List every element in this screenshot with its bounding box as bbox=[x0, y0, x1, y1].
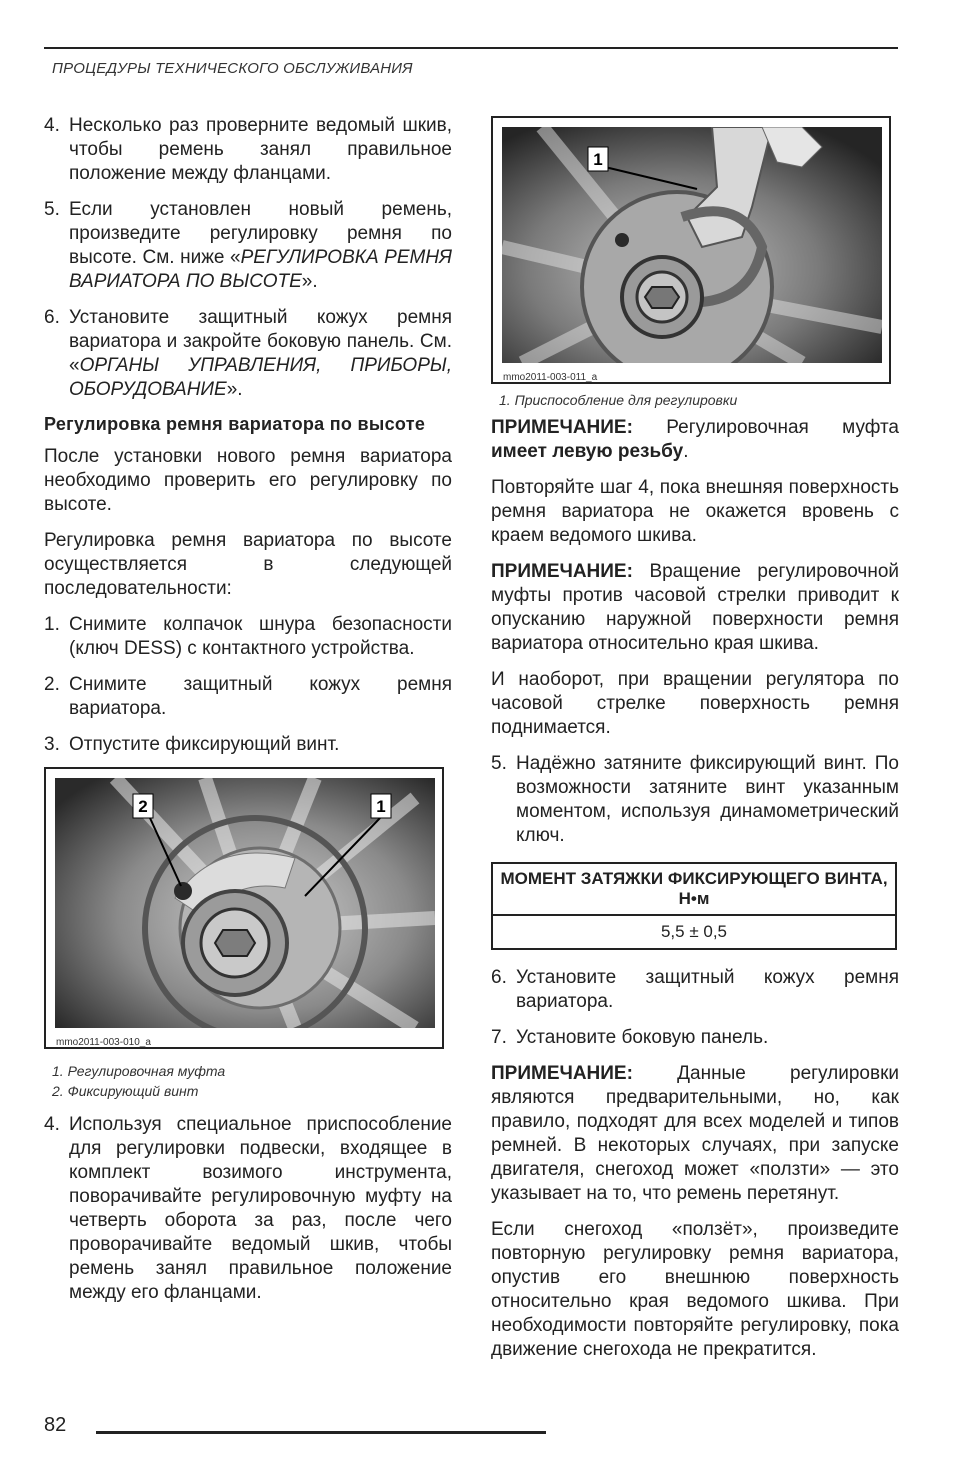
list-item: 4. Используя специальное приспособление для регулировки подвески, входящее в комплект возимого инструмента, поворачивайте регулировочную муфту на четверть оборота за раз, после чего проворачивайте ведомый шкив, чтобы ремень занял правильное положение между его фланцами. bbox=[44, 1114, 452, 1303]
callout-2: 2 bbox=[138, 797, 148, 816]
list-item: 7. Установите боковую панель. bbox=[491, 1027, 769, 1048]
list-item: 5. Если установлен новый ремень, произведите регулировку ремня по высоте. См. ниже «РЕГУЛИРОВКА РЕМНЯ ВАРИАТОРА ПО ВЫСОТЕ». bbox=[44, 199, 452, 292]
note: ПРИМЕЧАНИЕ: Вращение регулировочной муфты против часовой стрелки приводит к опусканию наружной поверхности ремня вариатора относительно края шкива. bbox=[491, 561, 899, 654]
paragraph: После установки нового ремня вариатора необходимо проверить его регулировку по высоте. bbox=[44, 446, 452, 515]
left-column bbox=[44, 114, 452, 1317]
list-item: 1. Снимите колпачок шнура безопасности (ключ DESS) с контактного устройства. bbox=[44, 614, 452, 659]
list-item: 6. Установите защитный кожух ремня вариатора. bbox=[491, 967, 899, 1012]
paragraph: Повторяйте шаг 4, пока внешняя поверхность ремня вариатора не окажется вровень с краем ведомого шкива. bbox=[491, 477, 899, 546]
figure-caption: 2. Фиксирующий винт bbox=[52, 1083, 199, 1099]
figure-caption: 1. Приспособление для регулировки bbox=[499, 392, 738, 408]
note: ПРИМЕЧАНИЕ: Регулировочная муфта имеет левую резьбу. bbox=[491, 417, 899, 462]
cross-reference[interactable]: РЕГУЛИРОВКА РЕМНЯ ВАРИАТОРА ПО ВЫСОТЕ bbox=[69, 247, 452, 292]
list-item: 4. Несколько раз проверните ведомый шкив, чтобы ремень занял правильное положение между фланцами. bbox=[44, 115, 452, 184]
list-item: 2. Снимите защитный кожух ремня вариатора. bbox=[44, 674, 452, 719]
callout-1: 1 bbox=[593, 150, 603, 169]
paragraph: Регулировка ремня вариатора по высоте осуществляется в следующей последовательности: bbox=[44, 530, 452, 599]
torque-table bbox=[491, 862, 897, 950]
list-item: 6. Установите защитный кожух ремня вариатора и закройте боковую панель. См. «ОРГАНЫ УПРАВЛЕНИЯ, ПРИБОРЫ, ОБОРУДОВАНИЕ». bbox=[44, 307, 452, 400]
callout-1: 1 bbox=[376, 797, 386, 816]
paragraph: Если снегоход «ползёт», произведите повторную регулировку ремня вариатора, опустив его внешнюю поверхность относительно края ведомого шкива. При необходимости повторяйте регулировку, пока движение снегохода не прекратится. bbox=[491, 1219, 899, 1360]
clutch-photo bbox=[55, 778, 435, 1028]
right-column bbox=[491, 116, 899, 1374]
figure-code: mmo2011-003-010_a bbox=[56, 1037, 151, 1048]
header-rule bbox=[44, 47, 898, 49]
list-item: 3. Отпустите фиксирующий винт. bbox=[44, 734, 340, 755]
cross-reference[interactable]: ОРГАНЫ УПРАВЛЕНИЯ, ПРИБОРЫ, ОБОРУДОВАНИЕ bbox=[69, 355, 452, 400]
torque-table-header: МОМЕНТ ЗАТЯЖКИ ФИКСИРУЮЩЕГО ВИНТА, Н•м bbox=[492, 863, 896, 915]
list-item: 5. Надёжно затяните фиксирующий винт. По возможности затяните винт указанным моментом, используя динамометрический ключ. bbox=[491, 753, 899, 846]
paragraph: И наоборот, при вращении регулятора по часовой стрелке поверхность ремня поднимается. bbox=[491, 669, 899, 738]
torque-table-value: 5,5 ± 0,5 bbox=[492, 915, 896, 949]
section-title: Регулировка ремня вариатора по высоте bbox=[44, 414, 426, 434]
note: ПРИМЕЧАНИЕ: Данные регулировки являются предварительными, но, как правило, подходят для всех моделей и типов ремней. В некоторых случаях, при запуске двигателя, снегоход может «ползти» — это указывает на то, что ремень перетянут. bbox=[491, 1063, 899, 1204]
tool-photo bbox=[502, 127, 882, 363]
running-header: ПРОЦЕДУРЫ ТЕХНИЧЕСКОГО ОБСЛУЖИВАНИЯ bbox=[52, 60, 413, 77]
page-number: 82 bbox=[44, 1414, 67, 1436]
figure-caption: 1. Регулировочная муфта bbox=[52, 1063, 226, 1079]
figure-code: mmo2011-003-011_a bbox=[503, 372, 598, 383]
figure-tool-photo bbox=[491, 116, 891, 384]
footer-rule bbox=[96, 1431, 546, 1434]
figure-adjuster-photo bbox=[44, 767, 444, 1049]
